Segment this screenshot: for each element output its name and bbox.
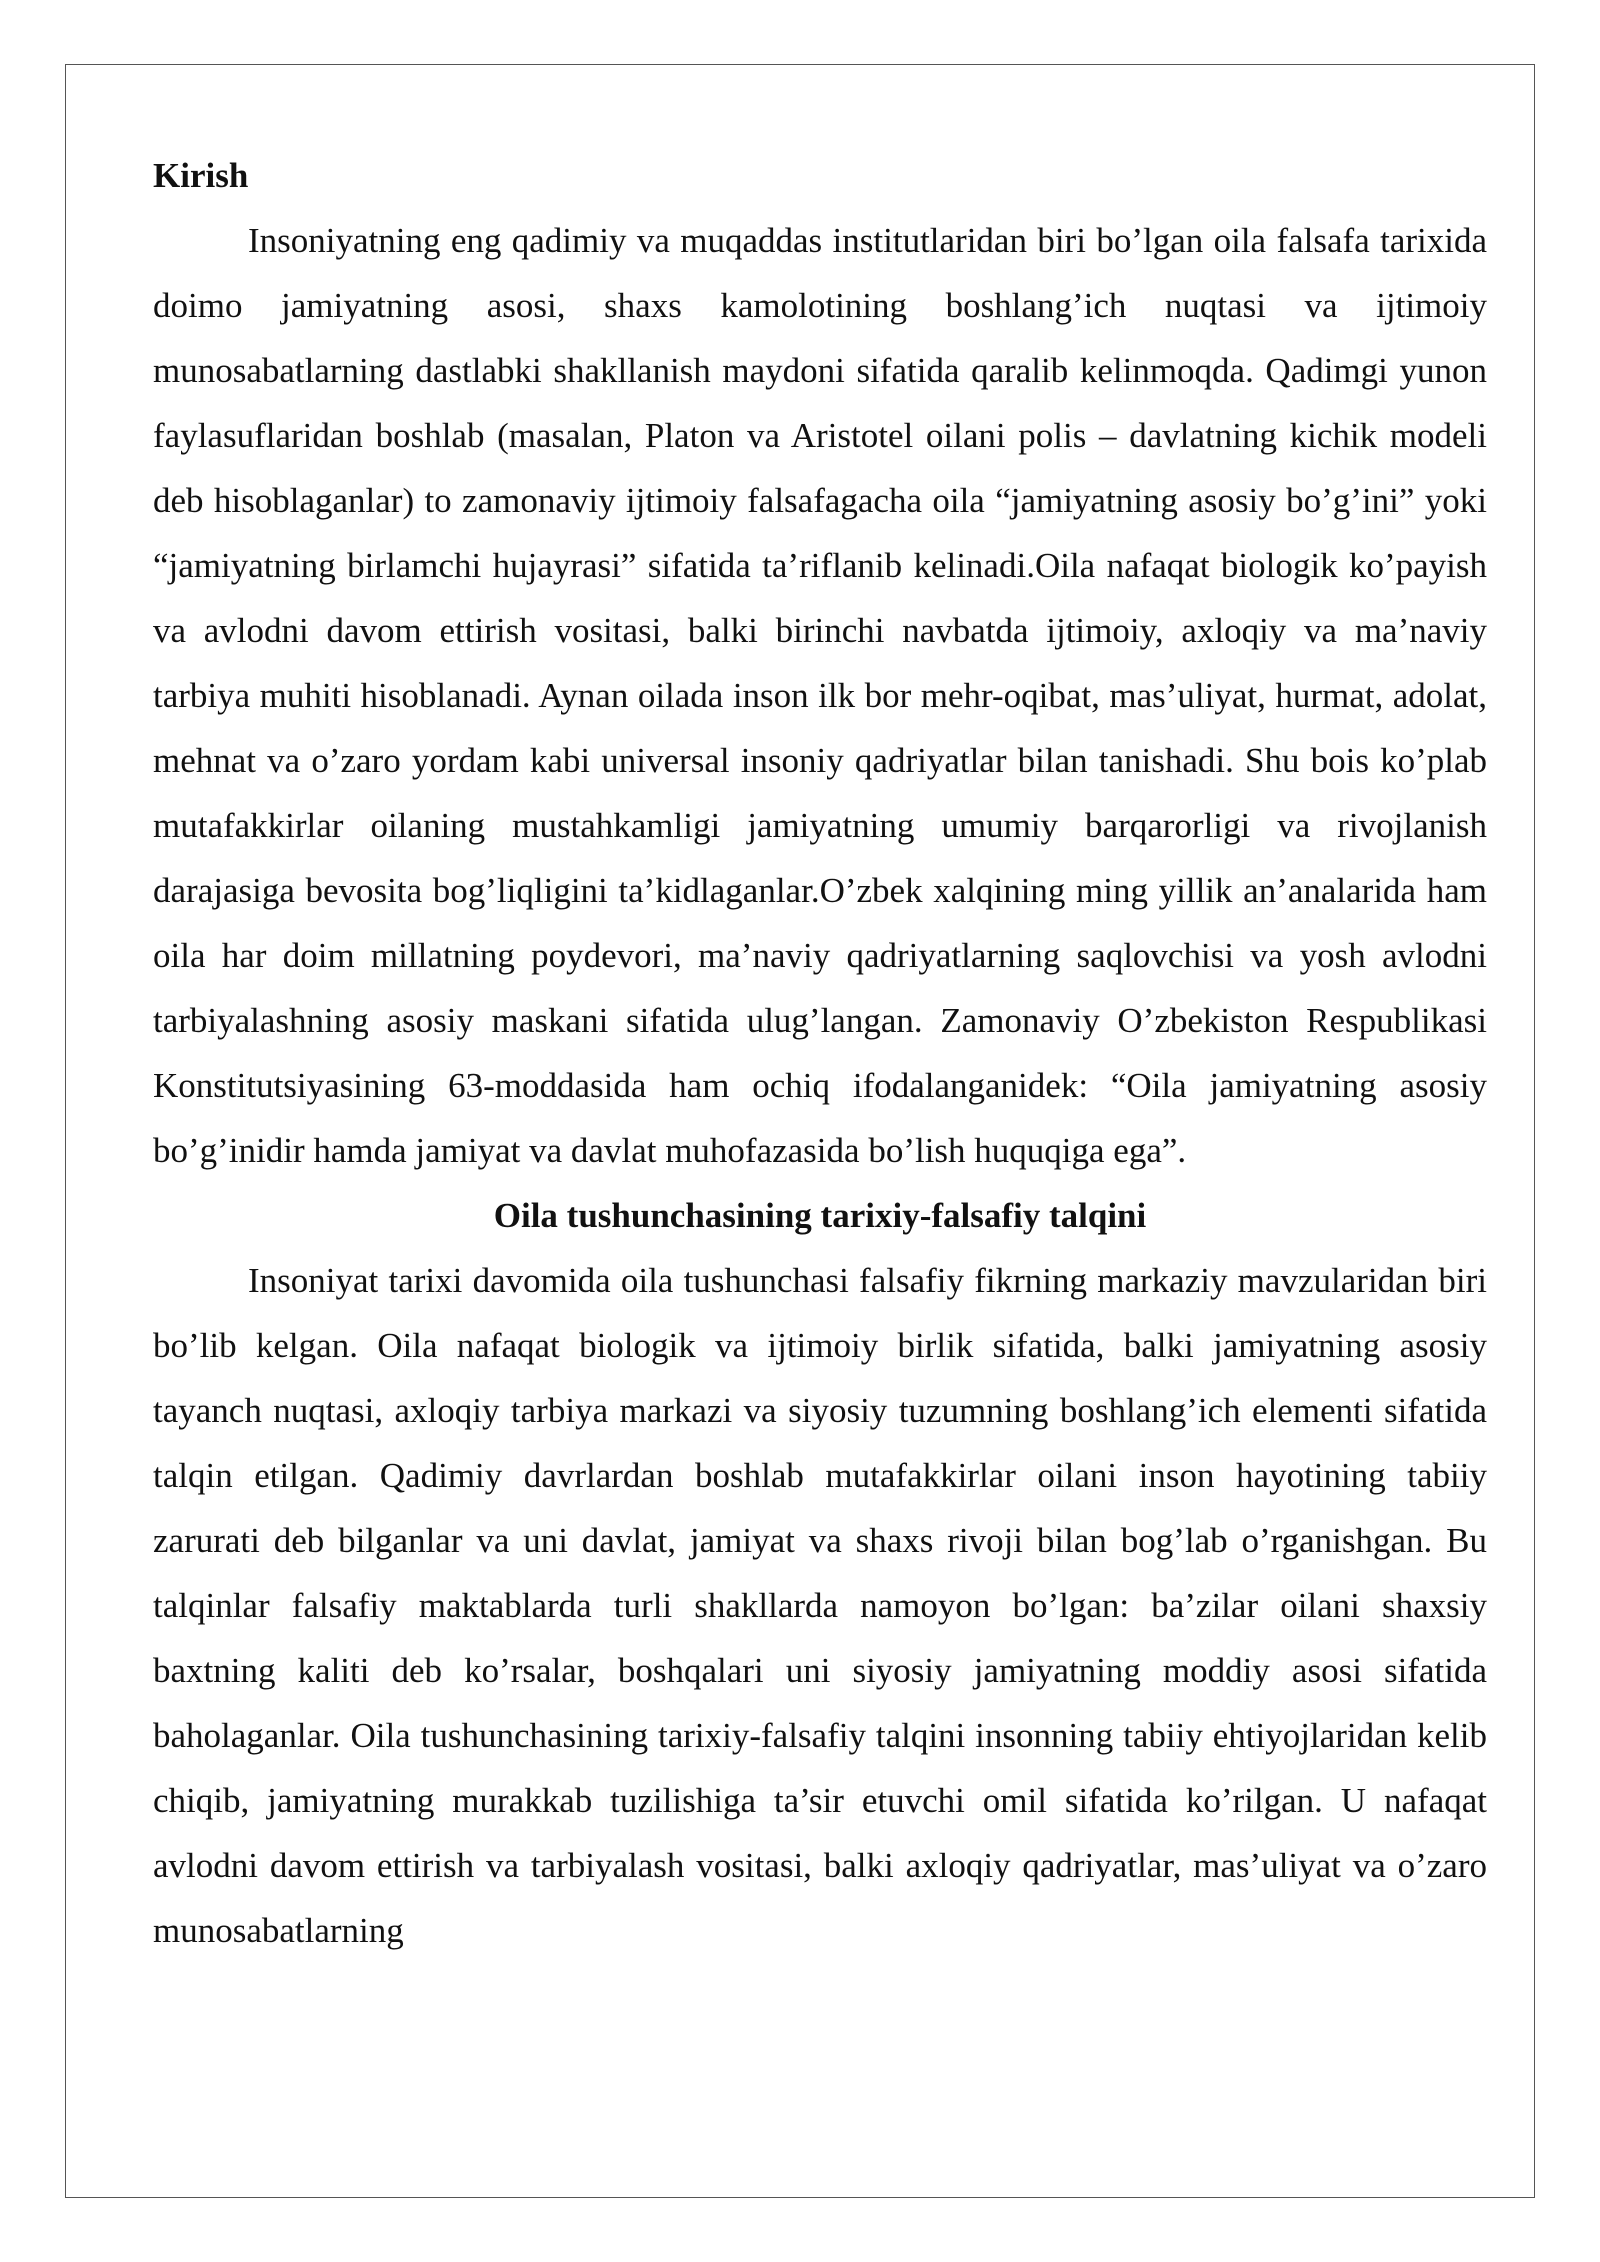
section-paragraph: Insoniyat tarixi davomida oila tushunchasi falsafiy fikrning markaziy mavzularidan biri bo’lib kelgan. Oila nafaqat biologik va ijtimoiy birlik sifatida, balki jamiyatning asosiy tayanch nuqtasi, axloqiy tarbiya markazi va siyosiy tuzumning boshlang’ich elementi sifatida talqin etilgan. Qadimiy davrlardan boshlab mutafakkirlar oilani inson hayotining tabiiy zarurati deb bilganlar va uni davlat, jamiyat va shaxs rivoji bilan bog’lab o’rganishgan. Bu talqinlar falsafiy maktablarda turli shakllarda namoyon bo’lgan: ba’zilar oilani shaxsiy baxtning kaliti deb ko’rsalar, boshqalari uni siyosiy jamiyatning moddiy asosi sifatida baholaganlar. Oila tushunchasining tarixiy-falsafiy talqini insonning tabiiy ehtiyojlaridan kelib chiqib, jamiyatning murakkab tuzilishiga ta’sir etuvchi omil sifatida ko’rilgan. U nafaqat avlodni davom ettirish va tarbiyalash vositasi, balki axloqiy qadriyatlar, mas’uliyat va o’zaro munosabatlarning xyxy=(153,1261,1487,1950)
intro-heading: Kirish xyxy=(153,156,249,195)
document-body xyxy=(153,143,1487,1963)
section-heading: Oila tushunchasining tarixiy-falsafiy talqini xyxy=(493,1196,1147,1235)
intro-paragraph: Insoniyatning eng qadimiy va muqaddas institutlaridan biri bo’lgan oila falsafa tarixida doimo jamiyatning asosi, shaxs kamolotining boshlang’ich nuqtasi va ijtimoiy munosabatlarning dastlabki shakllanish maydoni sifatida qaralib kelinmoqda. Qadimgi yunon faylasuflaridan boshlab (masalan, Platon va Aristotel oilani polis – davlatning kichik modeli deb hisoblaganlar) to zamonaviy ijtimoiy falsafagacha oila “jamiyatning asosiy bo’g’ini” yoki “jamiyatning birlamchi hujayrasi” sifatida ta’riflanib kelinadi.Oila nafaqat biologik ko’payish va avlodni davom ettirish vositasi, balki birinchi navbatda ijtimoiy, axloqiy va ma’naviy tarbiya muhiti hisoblanadi. Aynan oilada inson ilk bor mehr-oqibat, mas’uliyat, hurmat, adolat, mehnat va o’zaro yordam kabi universal insoniy qadriyatlar bilan tanishadi. Shu bois ko’plab mutafakkirlar oilaning mustahkamligi jamiyatning umumiy barqarorligi va rivojlanish darajasiga bevosita bog’liqligini ta’kidlaganlar.O’zbek xalqining ming yillik an’analarida ham oila har doim millatning poydevori, ma’naviy qadriyatlarning saqlovchisi va yosh avlodni tarbiyalashning asosiy maskani sifatida ulug’langan. Zamonaviy O’zbekiston Respublikasi Konstitutsiyasining 63-moddasida ham ochiq ifodalanganidek: “Oila jamiyatning asosiy bo’g’inidir hamda jamiyat va davlat muhofazasida bo’lish huquqiga ega”. xyxy=(153,221,1487,1170)
